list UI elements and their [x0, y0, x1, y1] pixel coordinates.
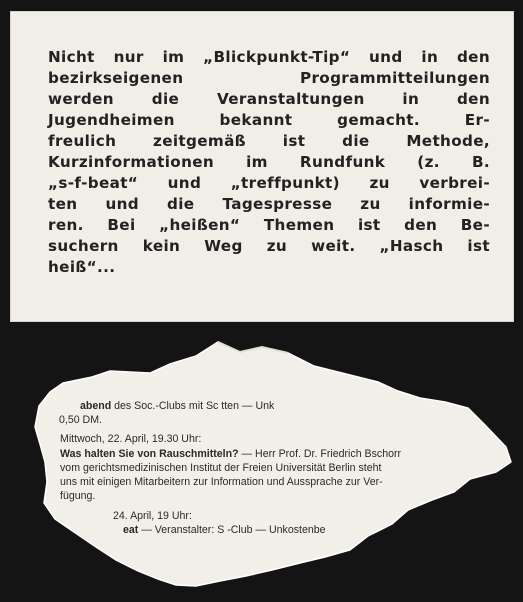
card-line: bezirkseigenen Programmitteilungen — [48, 69, 490, 87]
clipping-date-1: Mittwoch, 22. April, 19.30 Uhr: — [60, 433, 202, 445]
card-line: suchern kein Weg zu weit. „Hasch ist — [48, 237, 490, 255]
card-line: Kurzinformationen im Rundfunk (z. B. — [48, 153, 490, 171]
clipping-event-line — [60, 447, 401, 461]
card-line: ren. Bei „heißen“ Themen ist den Be- — [48, 216, 490, 234]
clipping-last-line — [123, 523, 326, 537]
card-line: Nicht nur im „Blickpunkt-Tip“ und in den — [48, 48, 490, 66]
clipping-price: 0,50 DM. — [59, 414, 102, 426]
clipping-desc-line: uns mit einigen Mitarbeitern zur Information und Aussprache zur Ver- — [60, 476, 383, 488]
clipping-last-rest: — Veranstalter: S -Club — Unkostenbe — [138, 524, 326, 536]
clipping-line-1-bold: abend — [80, 400, 112, 412]
card-line: werden die Veranstaltungen in den — [48, 90, 490, 108]
card-line: freulich zeitgemäß ist die Methode, — [48, 132, 490, 150]
card-line: Jugendheimen bekannt gemacht. Er- — [48, 111, 490, 129]
clipping-date-2: 24. April, 19 Uhr: — [113, 510, 192, 522]
clipping-event-title: Was halten Sie von Rauschmitteln? — [60, 448, 239, 460]
card-line: ten und die Tagespresse zu informie- — [48, 195, 490, 213]
clipping-desc-line: fügung. — [60, 490, 96, 502]
card-line: „s-f-beat“ und „treffpunkt) zu verbrei- — [48, 174, 490, 192]
clipping-line-1-rest: des Soc.-Clubs mit Sc tten — Unk — [111, 400, 275, 412]
clipping-last-bold: eat — [123, 524, 139, 536]
card-line: heiß“... — [48, 258, 116, 276]
clipping-line-1 — [80, 399, 274, 413]
clipping-event-desc: — Herr Prof. Dr. Friedrich Bschorr — [238, 448, 402, 460]
clipping-desc-line: vom gerichtsmedizinischen Institut der Freien Universität Berlin steht — [60, 462, 382, 474]
